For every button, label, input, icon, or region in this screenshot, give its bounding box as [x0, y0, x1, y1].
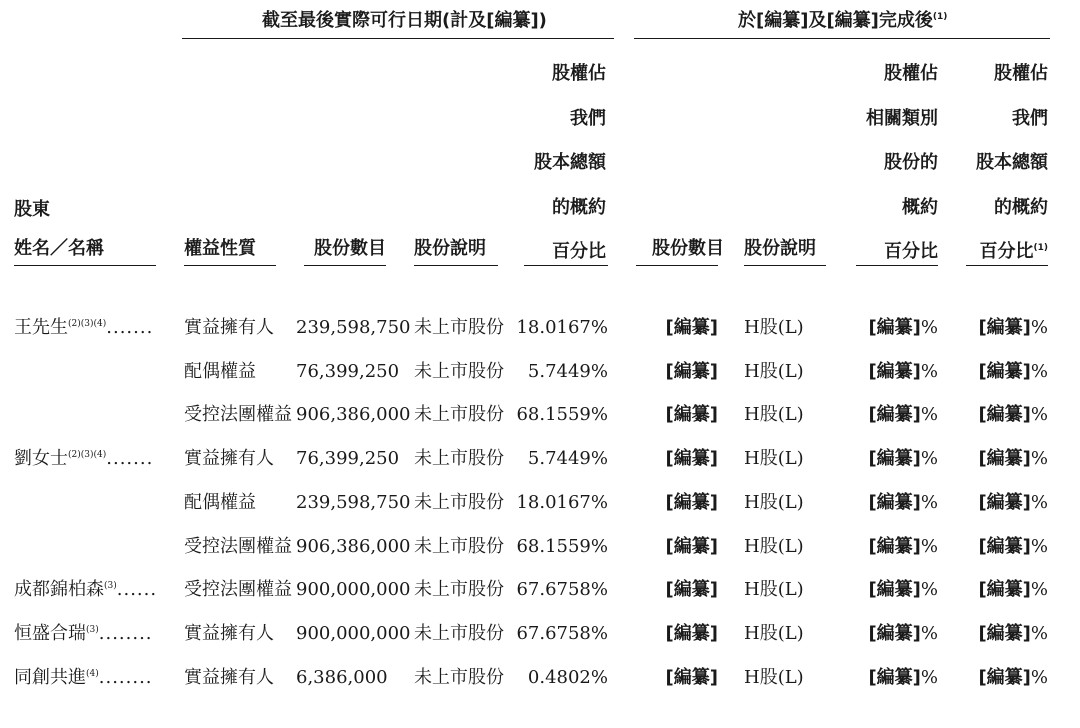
- cell-shareholder: 恒盛合瑞$^{(3)}$........: [14, 622, 153, 644]
- cell-post-pct-total: [編纂]%: [978, 666, 1048, 688]
- cell-nature: 配偶權益: [184, 491, 256, 513]
- cell-shares: 906,386,000: [296, 404, 411, 426]
- group-header-post-rule: [634, 38, 1050, 39]
- col-post-shares-header: 股份數目: [652, 238, 724, 259]
- cell-post-pct-class: [編纂]%: [868, 360, 938, 382]
- cell-pct: 5.7449%: [527, 360, 608, 382]
- group-header-post: 於[編纂]及[編纂]完成後$^{(1)}$: [738, 10, 948, 31]
- cell-post-pct-class: [編纂]%: [868, 535, 938, 557]
- cell-shares: 76,399,250: [296, 448, 400, 470]
- cell-pct: 68.1559%: [516, 535, 608, 557]
- col-pct-header: 股權佔 我們 股本總額 的概約 百分比: [534, 63, 606, 262]
- cell-post-desc: H股(L): [744, 535, 804, 557]
- col-post-shares-rule: [636, 265, 718, 266]
- cell-desc: 未上市股份: [414, 579, 504, 601]
- cell-shares: 900,000,000: [296, 579, 411, 601]
- cell-pct: 67.6758%: [516, 622, 608, 644]
- cell-post-desc: H股(L): [744, 404, 804, 426]
- cell-post-desc: H股(L): [744, 448, 804, 470]
- cell-post-pct-total: [編纂]%: [978, 360, 1048, 382]
- cell-shares: 239,598,750: [296, 317, 411, 338]
- cell-shares: 6,386,000: [296, 666, 388, 688]
- cell-post-pct-class: [編纂]%: [868, 491, 938, 513]
- cell-nature: 實益擁有人: [184, 666, 274, 688]
- cell-pct: 0.4802%: [527, 666, 608, 688]
- cell-desc: 未上市股份: [414, 360, 504, 382]
- cell-pct: 18.0167%: [516, 317, 608, 338]
- cell-post-pct-total: [編纂]%: [978, 535, 1048, 557]
- cell-post-pct-total: [編纂]%: [978, 622, 1048, 644]
- cell-pct: 5.7449%: [527, 448, 608, 470]
- cell-post-desc: H股(L): [744, 666, 804, 688]
- col-desc-header: 股份說明: [414, 238, 486, 259]
- col-post-pct-total-rule: [966, 265, 1048, 266]
- cell-post-pct-total: [編纂]%: [978, 317, 1048, 338]
- cell-post-pct-total: [編纂]%: [978, 579, 1048, 601]
- cell-desc: 未上市股份: [414, 448, 504, 470]
- col-pct-rule: [524, 265, 608, 266]
- group-header-pre: 截至最後實際可行日期(計及[編纂]): [262, 10, 547, 31]
- cell-shareholder: 成都錦柏森$^{(3)}$......: [14, 579, 158, 601]
- col-post-pct-class-header: 股權佔 相關類別 股份的 概約 百分比: [866, 63, 938, 262]
- cell-post-desc: H股(L): [744, 491, 804, 513]
- col-post-pct-class-rule: [856, 265, 938, 266]
- cell-post-shares: [編纂]: [665, 535, 718, 557]
- cell-nature: 實益擁有人: [184, 622, 274, 644]
- cell-post-pct-total: [編纂]%: [978, 404, 1048, 426]
- col-shares-rule: [304, 265, 386, 266]
- group-header-pre-rule: [182, 38, 614, 39]
- cell-post-desc: H股(L): [744, 579, 804, 601]
- cell-desc: 未上市股份: [414, 404, 504, 426]
- cell-post-pct-class: [編纂]%: [868, 404, 938, 426]
- cell-nature: 受控法團權益: [184, 404, 292, 426]
- col-shareholder-rule: [14, 265, 156, 266]
- cell-shares: 906,386,000: [296, 535, 411, 557]
- cell-post-shares: [編纂]: [665, 579, 718, 601]
- col-post-desc-header: 股份說明: [744, 238, 816, 259]
- cell-post-shares: [編纂]: [665, 622, 718, 644]
- cell-desc: 未上市股份: [414, 317, 504, 338]
- cell-post-pct-class: [編纂]%: [868, 622, 938, 644]
- cell-post-shares: [編纂]: [665, 404, 718, 426]
- cell-post-desc: H股(L): [744, 317, 804, 338]
- cell-desc: 未上市股份: [414, 666, 504, 688]
- cell-desc: 未上市股份: [414, 535, 504, 557]
- col-shares-header: 股份數目: [314, 238, 386, 259]
- cell-nature: 受控法團權益: [184, 535, 292, 557]
- cell-desc: 未上市股份: [414, 622, 504, 644]
- cell-shareholder: 同創共進$^{(4)}$........: [14, 666, 153, 688]
- cell-shares: 900,000,000: [296, 622, 411, 644]
- cell-post-pct-total: [編纂]%: [978, 448, 1048, 470]
- cell-desc: 未上市股份: [414, 491, 504, 513]
- col-desc-rule: [414, 265, 498, 266]
- cell-post-shares: [編纂]: [665, 666, 718, 688]
- cell-pct: 18.0167%: [516, 491, 608, 513]
- cell-shares: 239,598,750: [296, 491, 411, 513]
- cell-post-pct-total: [編纂]%: [978, 491, 1048, 513]
- cell-shareholder: 王先生$^{(2)(3)(4)}$.......: [14, 317, 154, 338]
- col-nature-header: 權益性質: [184, 238, 256, 259]
- col-nature-rule: [184, 265, 276, 266]
- cell-post-shares: [編纂]: [665, 360, 718, 382]
- cell-post-pct-class: [編纂]%: [868, 448, 938, 470]
- col-post-desc-rule: [744, 265, 826, 266]
- cell-post-shares: [編纂]: [665, 448, 718, 470]
- cell-nature: 實益擁有人: [184, 317, 274, 338]
- cell-pct: 68.1559%: [516, 404, 608, 426]
- cell-nature: 受控法團權益: [184, 579, 292, 601]
- cell-pct: 67.6758%: [516, 579, 608, 601]
- cell-post-desc: H股(L): [744, 622, 804, 644]
- cell-post-pct-class: [編纂]%: [868, 579, 938, 601]
- cell-shares: 76,399,250: [296, 360, 400, 382]
- col-shareholder-header: 股東 姓名／名稱: [14, 199, 104, 259]
- cell-nature: 實益擁有人: [184, 448, 274, 470]
- cell-post-desc: H股(L): [744, 360, 804, 382]
- cell-shareholder: 劉女士$^{(2)(3)(4)}$.......: [14, 448, 154, 470]
- col-post-pct-total-header: 股權佔 我們 股本總額 的概約 百分比$^{(1)}$: [976, 63, 1048, 262]
- cell-post-pct-class: [編纂]%: [868, 317, 938, 338]
- cell-post-pct-class: [編纂]%: [868, 666, 938, 688]
- cell-post-shares: [編纂]: [665, 317, 718, 338]
- cell-nature: 配偶權益: [184, 360, 256, 382]
- cell-post-shares: [編纂]: [665, 491, 718, 513]
